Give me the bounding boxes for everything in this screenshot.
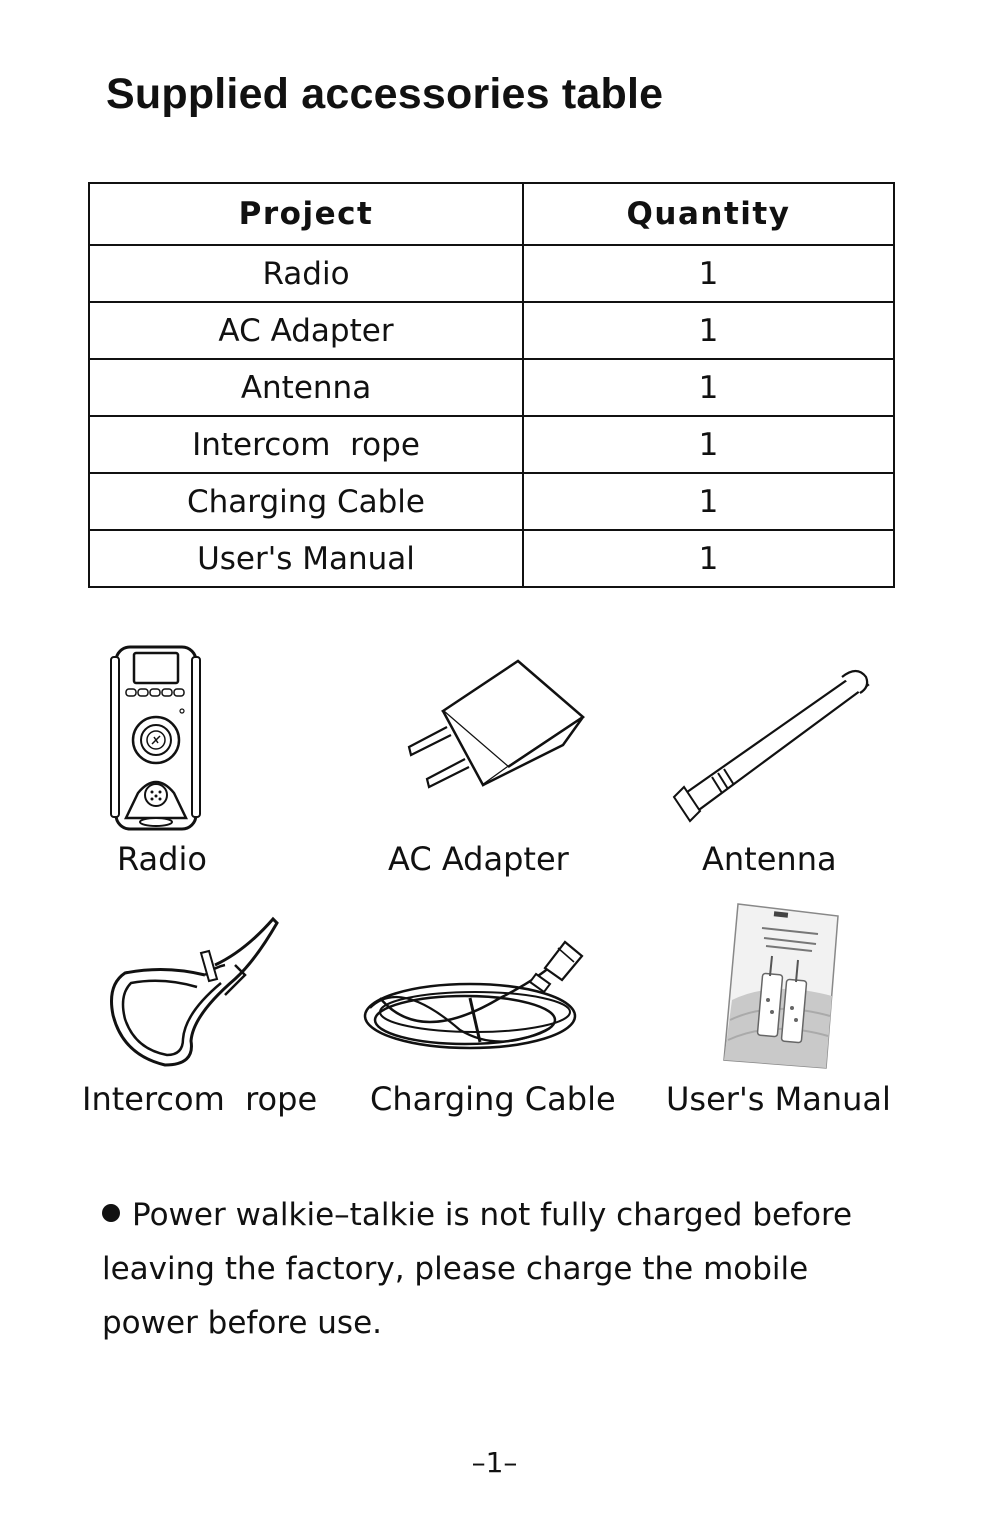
charging-note (102, 1188, 902, 1350)
table-header-row (89, 183, 894, 245)
radio-caption: Radio (117, 840, 207, 878)
antenna-caption: Antenna (702, 840, 837, 878)
table-row (89, 245, 894, 302)
quantity-cell: 1 (523, 245, 894, 302)
quantity-cell: 1 (523, 359, 894, 416)
quantity-cell: 1 (523, 302, 894, 359)
cable-icon (360, 938, 590, 1068)
project-cell: Radio (89, 245, 523, 302)
quantity-cell: 1 (523, 473, 894, 530)
table-row (89, 359, 894, 416)
intercom-rope-illustration (105, 915, 285, 1075)
page-number: –1– (471, 1446, 518, 1479)
project-cell: AC Adapter (89, 302, 523, 359)
column-header-project: Project (89, 183, 523, 245)
ac-adapter-caption: AC Adapter (388, 840, 569, 878)
quantity-cell: 1 (523, 530, 894, 587)
project-cell: Intercom rope (89, 416, 523, 473)
intercom-rope-caption: Intercom rope (82, 1080, 318, 1118)
charging-cable-illustration (360, 938, 590, 1068)
radio-illustration (108, 643, 203, 833)
rope-icon (105, 915, 285, 1075)
quantity-cell: 1 (523, 416, 894, 473)
charging-cable-caption: Charging Cable (370, 1080, 616, 1118)
bullet-icon (102, 1204, 120, 1222)
users-manual-illustration (722, 900, 840, 1070)
column-header-quantity: Quantity (523, 183, 894, 245)
table-row (89, 530, 894, 587)
table-row (89, 416, 894, 473)
table-row (89, 302, 894, 359)
antenna-illustration (672, 665, 872, 825)
accessories-table (88, 182, 895, 588)
project-cell: Antenna (89, 359, 523, 416)
antenna-icon (672, 665, 872, 825)
radio-icon (108, 643, 203, 833)
manual-icon (722, 900, 840, 1070)
table-row (89, 473, 894, 530)
note-text: Power walkie–talkie is not fully charged before leaving the factory, please charge the mobile power before use. (102, 1197, 853, 1341)
project-cell: User's Manual (89, 530, 523, 587)
page-title: Supplied accessories table (106, 70, 664, 118)
users-manual-caption: User's Manual (666, 1080, 891, 1118)
ac-adapter-icon (403, 655, 588, 795)
ac-adapter-illustration (403, 655, 588, 795)
project-cell: Charging Cable (89, 473, 523, 530)
